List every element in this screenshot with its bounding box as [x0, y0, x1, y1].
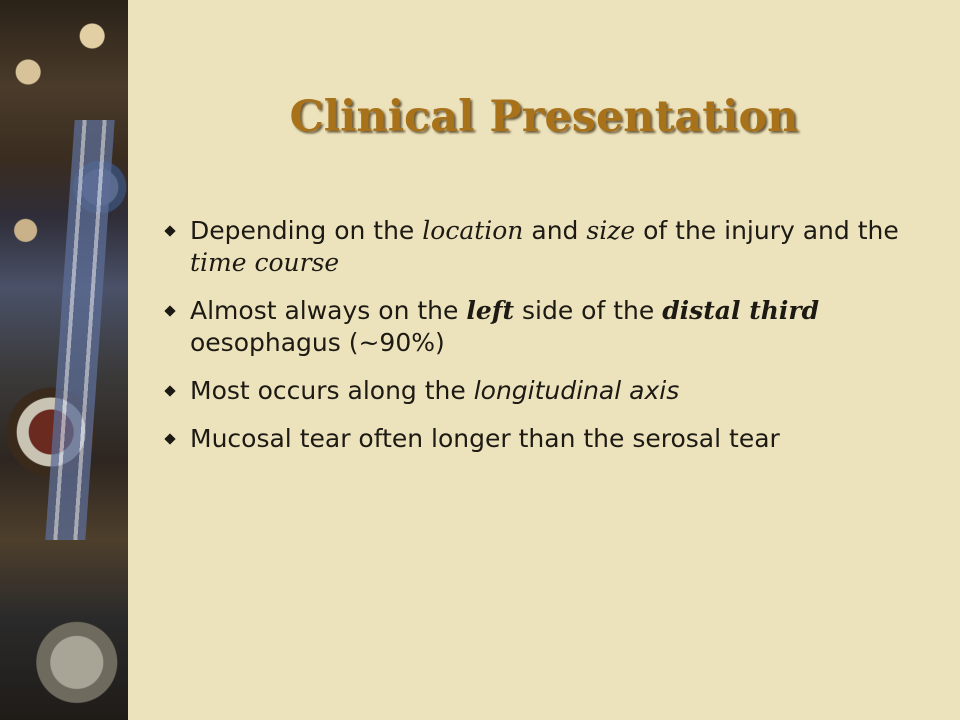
emphasis-time-course: time course: [190, 248, 340, 277]
bullet-text: of the injury and the: [635, 216, 899, 245]
bullet-item: [160, 423, 930, 455]
bullet-item: [160, 295, 930, 359]
bullet-text: Most occurs along the: [190, 376, 474, 405]
emphasis-left: left: [466, 296, 515, 325]
bullet-text: Almost always on the: [190, 296, 467, 325]
decorative-photo-sidebar: [0, 0, 128, 720]
diamond-bullet-icon: [164, 433, 175, 444]
bullet-text: oesophagus (~90%): [190, 328, 445, 357]
diamond-bullet-icon: [164, 225, 175, 236]
slide-title: Clinical Presentation: [289, 92, 799, 142]
emphasis-size: size: [586, 216, 636, 245]
bullet-list: [160, 215, 930, 471]
medal-ribbon-decoration: [45, 120, 114, 540]
diamond-bullet-icon: [164, 385, 175, 396]
emphasis-longitudinal-axis: longitudinal axis: [473, 376, 680, 405]
bullet-text: Mucosal tear often longer than the serosal tear: [190, 424, 780, 453]
bullet-item: [160, 215, 930, 279]
emphasis-location: location: [422, 216, 524, 245]
diamond-bullet-icon: [164, 305, 175, 316]
emphasis-distal-third: distal third: [662, 296, 820, 325]
bullet-text: Depending on the: [190, 216, 423, 245]
bullet-text: and: [523, 216, 587, 245]
bullet-item: [160, 375, 930, 407]
bullet-text: side of the: [514, 296, 663, 325]
